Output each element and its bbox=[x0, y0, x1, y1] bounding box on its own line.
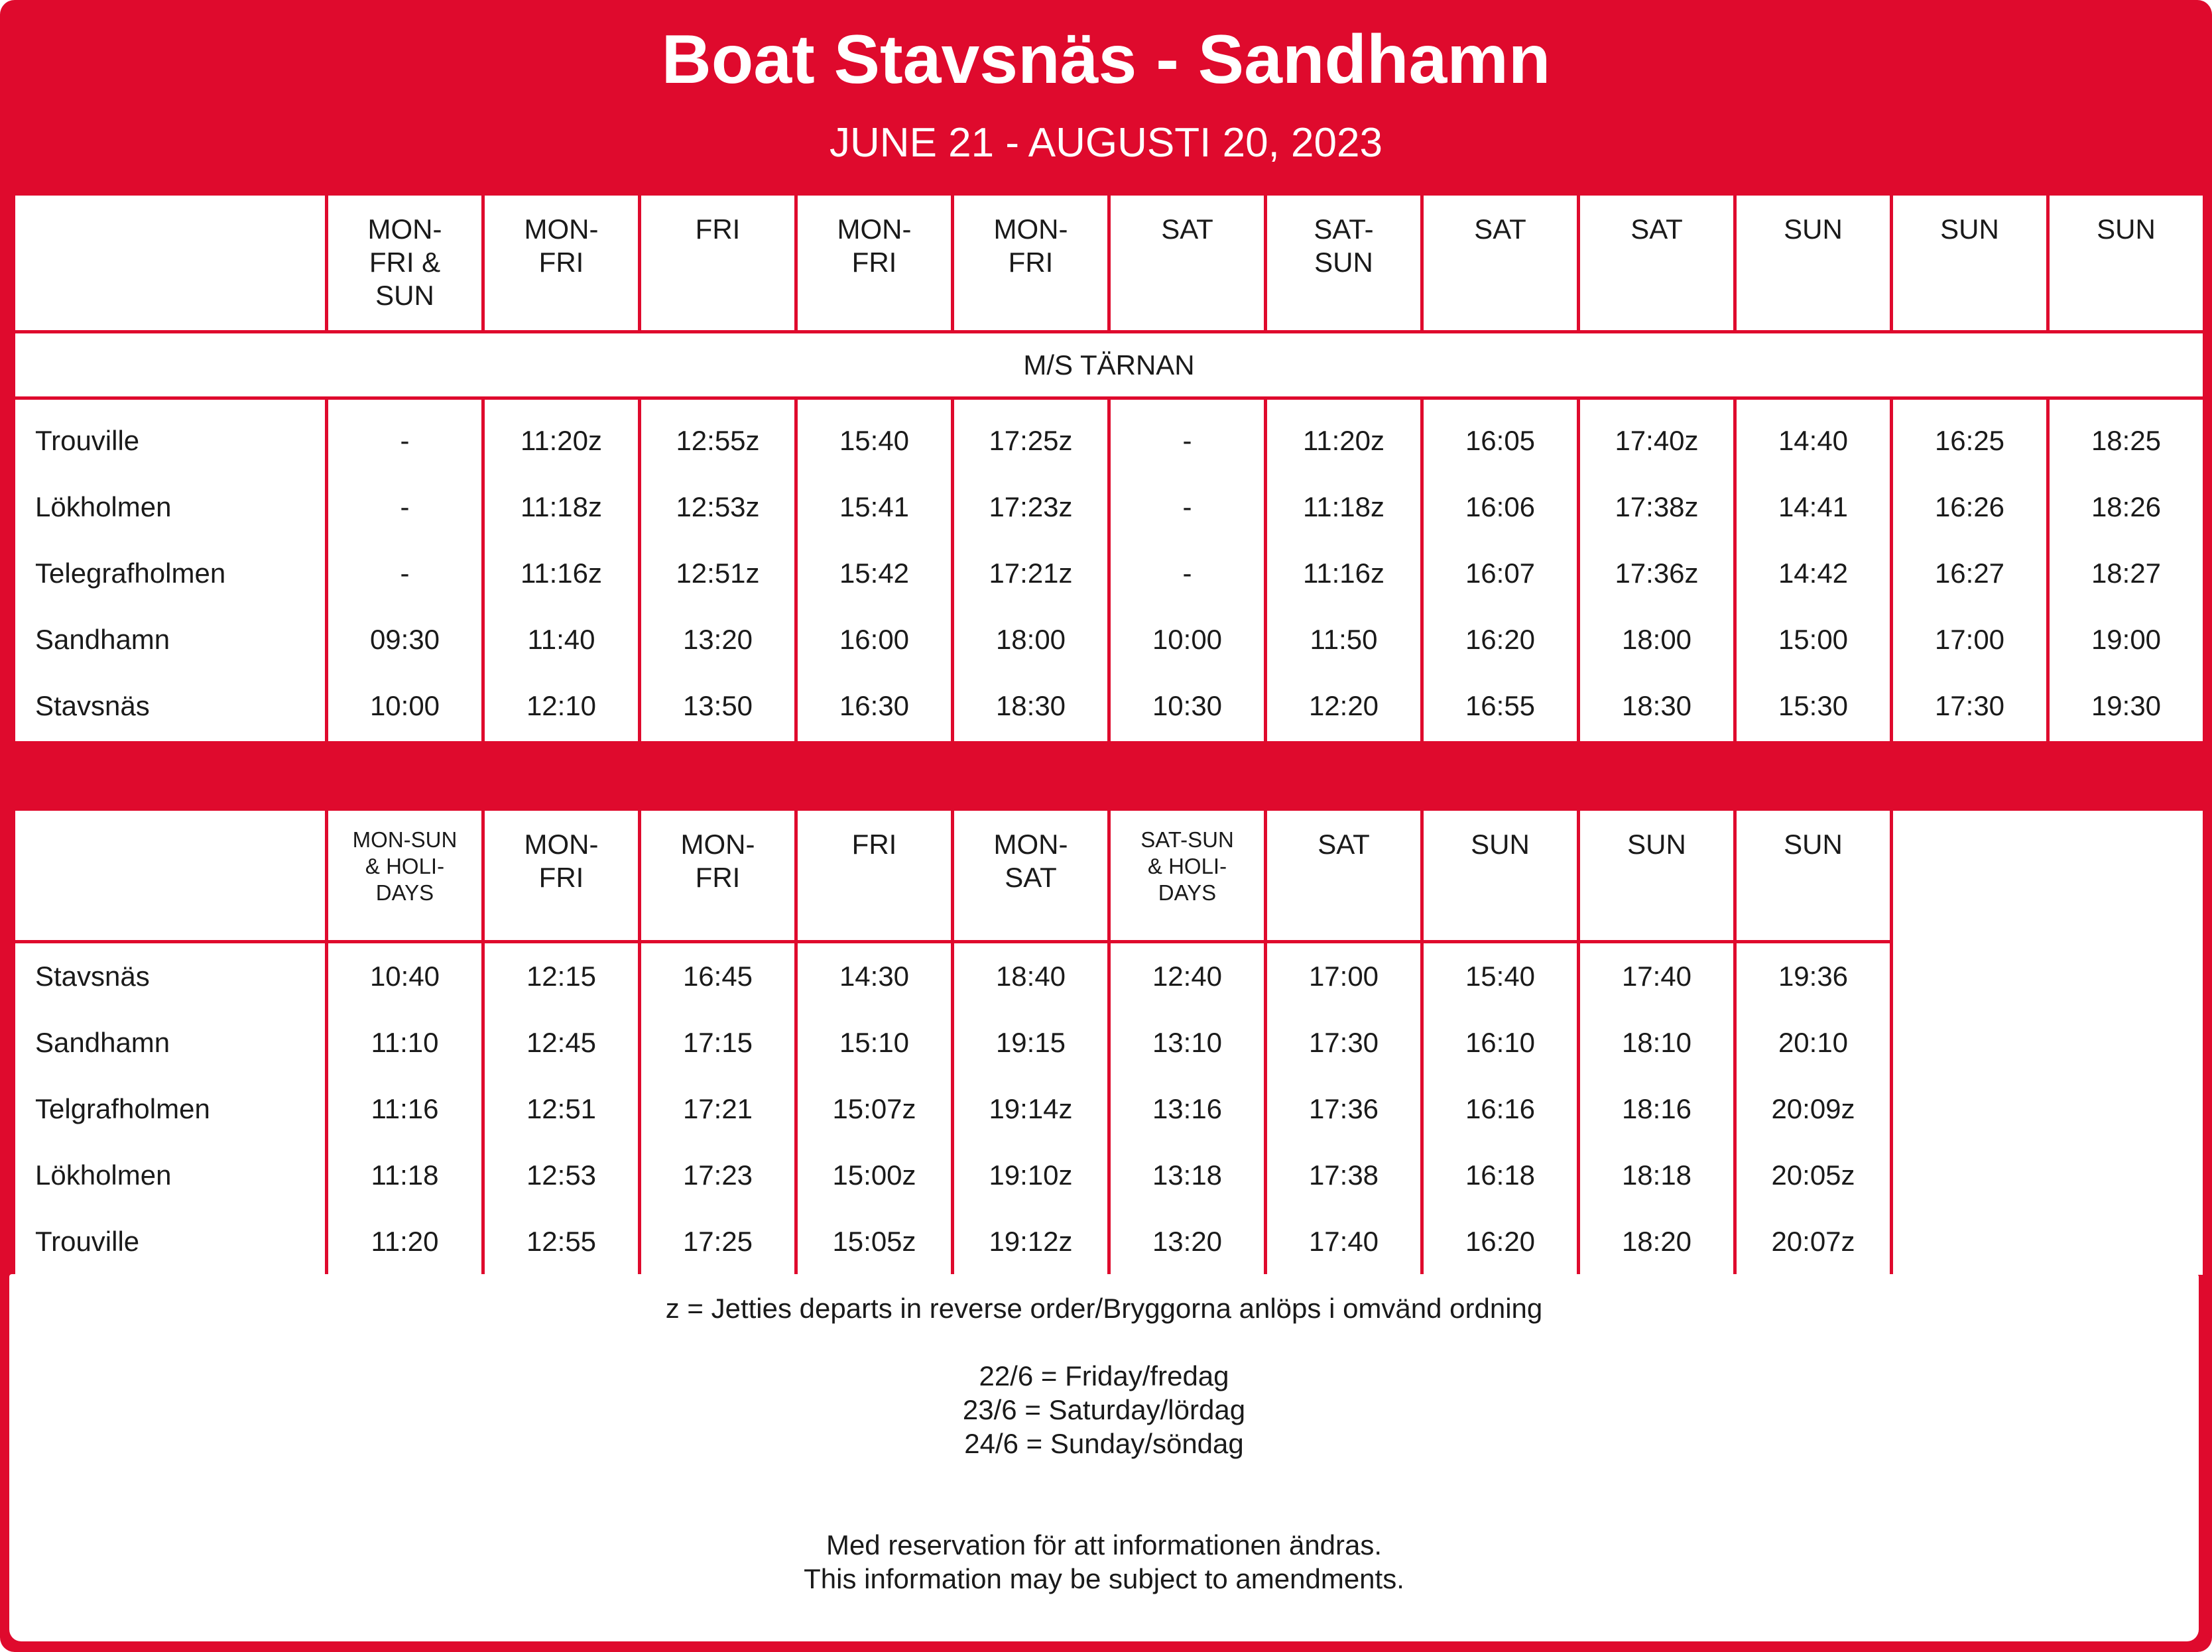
departure-time: 11:50 bbox=[1310, 624, 1378, 655]
return-day-header: MON-SUN & HOLI- DAYS bbox=[327, 809, 483, 942]
departure-time: 17:00 bbox=[1308, 961, 1379, 992]
departure-time: 10:30 bbox=[1152, 690, 1223, 721]
departure-time: 20:10 bbox=[1778, 1027, 1849, 1058]
departure-time: 16:00 bbox=[839, 624, 910, 655]
departure-time: 17:40 bbox=[1621, 961, 1692, 992]
departure-time: 17:21z bbox=[989, 558, 1073, 589]
departure-time: 12:53 bbox=[526, 1159, 597, 1191]
departure-time: 11:20 bbox=[371, 1226, 439, 1257]
outbound-day-header: SAT bbox=[1109, 194, 1266, 332]
departure-time: 15:07z bbox=[832, 1093, 916, 1124]
return-header-row bbox=[14, 809, 2205, 942]
stop-name: Sandhamn bbox=[35, 1027, 170, 1058]
departure-time: 19:30 bbox=[2091, 690, 2162, 721]
stop-name: Lökholmen bbox=[35, 491, 172, 522]
departure-column bbox=[1735, 942, 1892, 1277]
outbound-day-header: SUN bbox=[2048, 194, 2205, 332]
departure-column bbox=[327, 942, 483, 1277]
departure-time: 18:26 bbox=[2091, 491, 2162, 522]
departure-column bbox=[483, 398, 640, 743]
date-note: 22/6 = Friday/fredag bbox=[979, 1360, 1229, 1391]
date-note: 23/6 = Saturday/lördag bbox=[962, 1394, 1246, 1425]
departure-time: 10:00 bbox=[1152, 624, 1223, 655]
departure-time: - bbox=[1182, 425, 1192, 456]
outbound-day-header: MON- FRI & SUN bbox=[327, 194, 483, 332]
departure-column bbox=[1579, 398, 1735, 743]
departure-time: 18:40 bbox=[995, 961, 1066, 992]
departure-time: 11:40 bbox=[527, 624, 595, 655]
date-range-subtitle: JUNE 21 - AUGUSTI 20, 2023 bbox=[830, 120, 1382, 166]
departure-time: 12:55 bbox=[526, 1226, 597, 1257]
departure-time: 17:00 bbox=[1934, 624, 2005, 655]
departure-time: 11:18z bbox=[521, 491, 602, 522]
departure-time: 16:05 bbox=[1465, 425, 1536, 456]
departure-time: 18:00 bbox=[995, 624, 1066, 655]
stop-name: Trouville bbox=[35, 1226, 140, 1257]
departure-time: 16:07 bbox=[1465, 558, 1536, 589]
return-day-header: SUN bbox=[1735, 809, 1892, 942]
return-day-header: MON- SAT bbox=[953, 809, 1109, 942]
outbound-day-header: SAT bbox=[1422, 194, 1579, 332]
departure-time: 12:55z bbox=[676, 425, 760, 456]
departure-column bbox=[327, 398, 483, 743]
return-day-header: SAT-SUN & HOLI- DAYS bbox=[1109, 809, 1266, 942]
departure-time: 16:06 bbox=[1465, 491, 1536, 522]
stop-name: Trouville bbox=[35, 425, 140, 456]
departure-time: 14:40 bbox=[1778, 425, 1849, 456]
departure-time: 17:40z bbox=[1615, 425, 1699, 456]
departure-time: 18:16 bbox=[1621, 1093, 1692, 1124]
departure-time: 12:40 bbox=[1152, 961, 1223, 992]
departure-time: - bbox=[1182, 558, 1192, 589]
outbound-day-header: FRI bbox=[640, 194, 796, 332]
departure-time: 16:25 bbox=[1934, 425, 2005, 456]
empty-filler-cell bbox=[1892, 809, 2205, 1277]
departure-column bbox=[640, 942, 796, 1277]
outbound-day-header: SUN bbox=[1892, 194, 2048, 332]
departure-time: 13:20 bbox=[1152, 1226, 1223, 1257]
departure-time: 16:30 bbox=[839, 690, 910, 721]
departure-time: 19:00 bbox=[2091, 624, 2162, 655]
stop-name: Sandhamn bbox=[35, 624, 170, 655]
departure-time: 20:09z bbox=[1771, 1093, 1855, 1124]
disclaimer-english: This information may be subject to amendments. bbox=[804, 1563, 1404, 1594]
return-timetable bbox=[12, 807, 2206, 1278]
outbound-times-row bbox=[14, 398, 2205, 743]
z-note: z = Jetties departs in reverse order/Bryggorna anlöps i omvänd ordning bbox=[665, 1293, 1543, 1324]
departure-time: 18:30 bbox=[1621, 690, 1692, 721]
outbound-day-header: MON- FRI bbox=[953, 194, 1109, 332]
departure-column bbox=[796, 398, 953, 743]
departure-time: 11:10 bbox=[371, 1027, 439, 1058]
outbound-day-header: MON- FRI bbox=[796, 194, 953, 332]
return-day-header: SUN bbox=[1579, 809, 1735, 942]
departure-time: 12:53z bbox=[676, 491, 760, 522]
departure-time: 17:15 bbox=[682, 1027, 753, 1058]
departure-time: 16:10 bbox=[1465, 1027, 1536, 1058]
disclaimer-swedish: Med reservation för att informationen ändras. bbox=[826, 1529, 1382, 1561]
departure-column bbox=[2048, 398, 2205, 743]
departure-time: 11:16z bbox=[521, 558, 602, 589]
departure-column bbox=[1109, 942, 1266, 1277]
departure-time: 13:16 bbox=[1152, 1093, 1223, 1124]
departure-time: 11:16z bbox=[1303, 558, 1384, 589]
outbound-day-header: SAT bbox=[1579, 194, 1735, 332]
outbound-day-header: SUN bbox=[1735, 194, 1892, 332]
return-corner-cell bbox=[14, 809, 327, 942]
outbound-day-header: MON- FRI bbox=[483, 194, 640, 332]
departure-time: 17:38 bbox=[1308, 1159, 1379, 1191]
departure-time: 19:36 bbox=[1778, 961, 1849, 992]
departure-time: 16:45 bbox=[682, 961, 753, 992]
return-day-header: FRI bbox=[796, 809, 953, 942]
stop-name: Stavsnäs bbox=[35, 690, 150, 721]
departure-time: 16:55 bbox=[1465, 690, 1536, 721]
departure-time: 13:18 bbox=[1152, 1159, 1223, 1191]
departure-time: 17:38z bbox=[1615, 491, 1699, 522]
departure-time: 12:20 bbox=[1308, 690, 1379, 721]
departure-time: 16:27 bbox=[1934, 558, 2005, 589]
departure-time: 16:16 bbox=[1465, 1093, 1536, 1124]
departure-column bbox=[1579, 942, 1735, 1277]
departure-time: - bbox=[400, 425, 410, 456]
departure-time: 14:41 bbox=[1778, 491, 1849, 522]
departure-column bbox=[640, 398, 796, 743]
departure-time: 15:00 bbox=[1778, 624, 1849, 655]
departure-time: 19:12z bbox=[989, 1226, 1073, 1257]
departure-time: 18:27 bbox=[2091, 558, 2162, 589]
return-stops-column bbox=[14, 942, 327, 1277]
departure-time: 10:00 bbox=[369, 690, 440, 721]
departure-time: 12:51z bbox=[676, 558, 760, 589]
page-title: Boat Stavsnäs - Sandhamn bbox=[661, 21, 1551, 98]
departure-time: 16:20 bbox=[1465, 1226, 1536, 1257]
departure-time: 16:20 bbox=[1465, 624, 1536, 655]
legend-notes bbox=[9, 1274, 2199, 1641]
departure-column bbox=[1266, 942, 1422, 1277]
departure-time: 12:15 bbox=[526, 961, 597, 992]
departure-time: 18:25 bbox=[2091, 425, 2162, 456]
outbound-day-header: SAT- SUN bbox=[1266, 194, 1422, 332]
return-times-row bbox=[14, 942, 2205, 1277]
departure-time: 19:14z bbox=[989, 1093, 1073, 1124]
departure-time: 17:25z bbox=[989, 425, 1073, 456]
return-day-header: MON- FRI bbox=[483, 809, 640, 942]
departure-time: 16:18 bbox=[1465, 1159, 1536, 1191]
departure-column bbox=[796, 942, 953, 1277]
departure-time: 18:18 bbox=[1621, 1159, 1692, 1191]
departure-time: 17:36 bbox=[1308, 1093, 1379, 1124]
departure-time: 18:10 bbox=[1621, 1027, 1692, 1058]
departure-time: 15:30 bbox=[1778, 690, 1849, 721]
departure-time: 17:30 bbox=[1934, 690, 2005, 721]
departure-time: 15:10 bbox=[839, 1027, 910, 1058]
departure-time: 20:07z bbox=[1771, 1226, 1855, 1257]
departure-time: 14:30 bbox=[839, 961, 910, 992]
departure-time: 11:18z bbox=[1303, 491, 1384, 522]
departure-time: 12:45 bbox=[526, 1027, 597, 1058]
departure-column bbox=[953, 398, 1109, 743]
departure-time: 12:10 bbox=[526, 690, 597, 721]
departure-time: 15:42 bbox=[839, 558, 910, 589]
stop-name: Stavsnäs bbox=[35, 961, 150, 992]
departure-time: 17:25 bbox=[682, 1226, 753, 1257]
departure-time: 17:40 bbox=[1308, 1226, 1379, 1257]
outbound-corner-cell bbox=[14, 194, 327, 332]
ship-row bbox=[14, 332, 2205, 398]
departure-time: 17:21 bbox=[682, 1093, 753, 1124]
departure-time: 14:42 bbox=[1778, 558, 1849, 589]
return-day-header: MON- FRI bbox=[640, 809, 796, 942]
departure-time: 17:36z bbox=[1615, 558, 1699, 589]
departure-time: 11:20z bbox=[1303, 425, 1384, 456]
departure-time: 19:15 bbox=[995, 1027, 1066, 1058]
departure-column bbox=[1892, 398, 2048, 743]
departure-column bbox=[483, 942, 640, 1277]
departure-time: 09:30 bbox=[369, 624, 440, 655]
departure-column bbox=[953, 942, 1109, 1277]
departure-time: 18:30 bbox=[995, 690, 1066, 721]
departure-time: 13:20 bbox=[682, 624, 753, 655]
departure-column bbox=[1109, 398, 1266, 743]
departure-time: - bbox=[400, 491, 410, 522]
ship-name: M/S TÄRNAN bbox=[14, 332, 2205, 398]
departure-time: 19:10z bbox=[989, 1159, 1073, 1191]
departure-time: 15:41 bbox=[839, 491, 910, 522]
outbound-timetable bbox=[12, 192, 2206, 744]
departure-column bbox=[1735, 398, 1892, 743]
return-day-header: SAT bbox=[1266, 809, 1422, 942]
departure-column bbox=[1422, 942, 1579, 1277]
departure-time: 18:20 bbox=[1621, 1226, 1692, 1257]
stop-name: Lökholmen bbox=[35, 1159, 172, 1191]
return-day-header: SUN bbox=[1422, 809, 1579, 942]
departure-time: 15:05z bbox=[832, 1226, 916, 1257]
departure-column bbox=[1422, 398, 1579, 743]
departure-column bbox=[1266, 398, 1422, 743]
departure-time: 15:40 bbox=[1465, 961, 1536, 992]
departure-time: 11:20z bbox=[521, 425, 602, 456]
date-note: 24/6 = Sunday/söndag bbox=[964, 1428, 1244, 1459]
outbound-stops-column bbox=[14, 398, 327, 743]
departure-time: 11:18 bbox=[371, 1159, 439, 1191]
departure-time: 10:40 bbox=[369, 961, 440, 992]
departure-time: - bbox=[1182, 491, 1192, 522]
departure-time: 18:00 bbox=[1621, 624, 1692, 655]
departure-time: 13:50 bbox=[682, 690, 753, 721]
stop-name: Telegrafholmen bbox=[35, 558, 226, 589]
outbound-header-row bbox=[14, 194, 2205, 332]
departure-time: 17:23z bbox=[989, 491, 1073, 522]
departure-time: 13:10 bbox=[1152, 1027, 1223, 1058]
departure-time: 11:16 bbox=[371, 1093, 439, 1124]
departure-time: 17:30 bbox=[1308, 1027, 1379, 1058]
departure-time: 16:26 bbox=[1934, 491, 2005, 522]
departure-time: 17:23 bbox=[682, 1159, 753, 1191]
departure-time: 15:00z bbox=[832, 1159, 916, 1191]
departure-time: 20:05z bbox=[1771, 1159, 1855, 1191]
departure-time: 12:51 bbox=[526, 1093, 597, 1124]
stop-name: Telgrafholmen bbox=[35, 1093, 210, 1124]
departure-time: - bbox=[400, 558, 410, 589]
departure-time: 15:40 bbox=[839, 425, 910, 456]
